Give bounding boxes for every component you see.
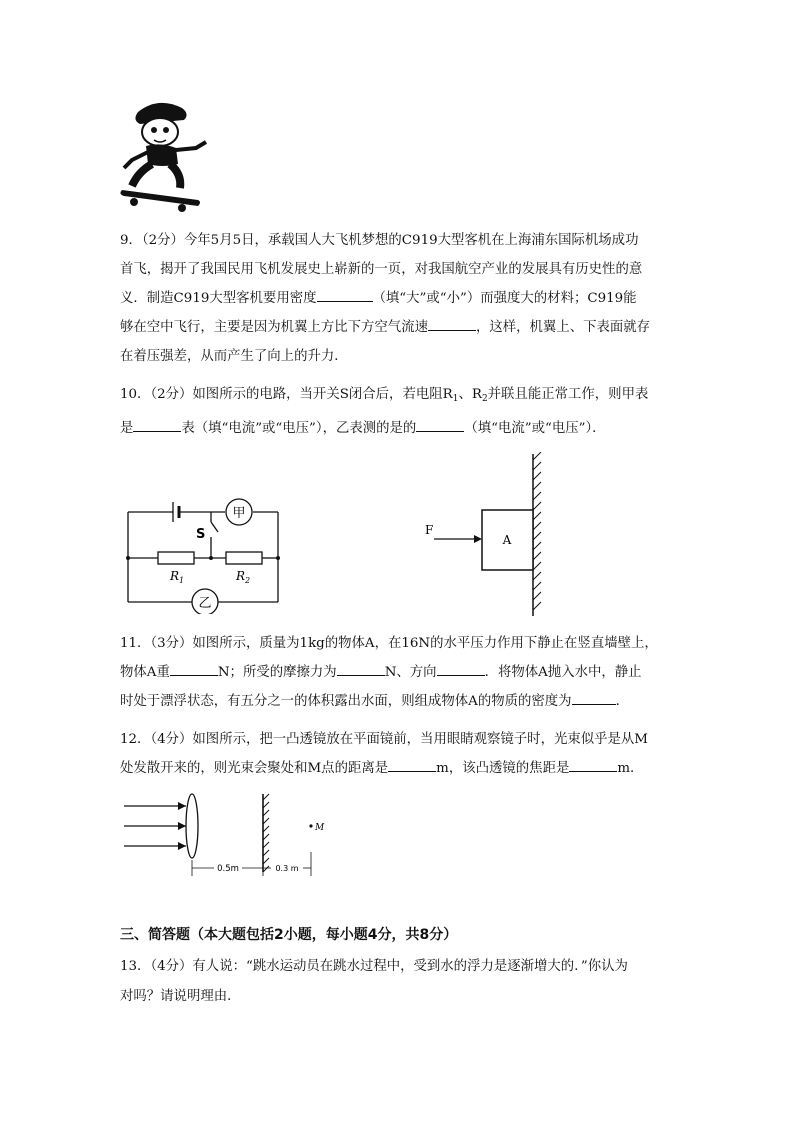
- lens-mirror-figure: [118, 790, 328, 880]
- answer-blank[interactable]: [428, 316, 476, 331]
- section-heading: 三、简答题（本大题包括2小题，每小题4分，共8分）: [120, 927, 458, 943]
- r2-label: $R_2$: [236, 569, 251, 585]
- answer-blank[interactable]: [437, 661, 485, 676]
- meter-a-label: 甲: [232, 506, 246, 521]
- answer-blank[interactable]: [569, 757, 617, 772]
- question-9: 9．（2分）今年5月5日，承载国人大飞机梦想的C919大型客机在上海浦东国际机场成功 首飞，揭开了我国民用飞机发展史上崭新的一页，对我国航空产业的发展具有历史性的意 义．制造C919大型客机要用密度 （填“大”或“小”）而强度大的材料；C919能 够在空中飞行，主要是因为机翼上方比下方空气流速 ，这样，机翼上、下表面就存 在着压强差，从而产生了向上的升力．: [120, 233, 651, 364]
- answer-blank[interactable]: [388, 757, 436, 772]
- question-13: 13．（4分）有人说：“跳水运动员在跳水过程中，受到水的浮力是逐渐增大的．”你认为 对吗？请说明理由．: [120, 959, 628, 1004]
- question-12: 12．（4分）如图所示，把一凸透镜放在平面镜前，当用眼睛观察镜子时，光束似乎是从M 处发散开来的，则光束会聚处和M点的距离是 m，该凸透镜的焦距是 m．: [120, 732, 649, 776]
- force-label: F: [425, 523, 434, 537]
- point-m-label: M: [315, 823, 325, 833]
- answer-blank[interactable]: [416, 417, 464, 432]
- circuit-diagram: [118, 492, 288, 614]
- distance-mirror-m: 0.3 m: [275, 864, 299, 873]
- wall-block-figure: [420, 452, 550, 618]
- answer-blank[interactable]: [133, 417, 181, 432]
- point-m: [309, 824, 312, 827]
- skateboarder-figure: [118, 98, 214, 214]
- answer-blank[interactable]: [572, 690, 616, 705]
- answer-blank[interactable]: [337, 661, 385, 676]
- distance-lens-mirror: 0.5m: [217, 864, 239, 874]
- switch-label: S: [196, 527, 206, 542]
- question-11: 11．（3分）如图所示，质量为1kg的物体A，在16N的水平压力作用下静止在竖直墙壁上， 物体A重 N；所受的摩擦力为 N、方向 ．将物体A抛入水中，静止 时处于漂浮状态，有五分之一的体积露出水面，则组成物体A的物质的密度为 ．: [120, 636, 658, 709]
- meter-b-label: 乙: [198, 596, 212, 611]
- convex-lens: [186, 794, 198, 858]
- answer-blank[interactable]: [317, 287, 373, 302]
- answer-blank[interactable]: [170, 661, 218, 676]
- question-10: 10．（2分）如图所示的电路，当开关S闭合后，若电阻$R_1$、$R_2$并联且能正常工作，则甲表 是 表（填“电流”或“电压”），乙表测的是的 （填“电流”或“电压”）．: [120, 387, 649, 436]
- r1-label: $R_1$: [170, 569, 185, 585]
- block-label: A: [502, 533, 512, 547]
